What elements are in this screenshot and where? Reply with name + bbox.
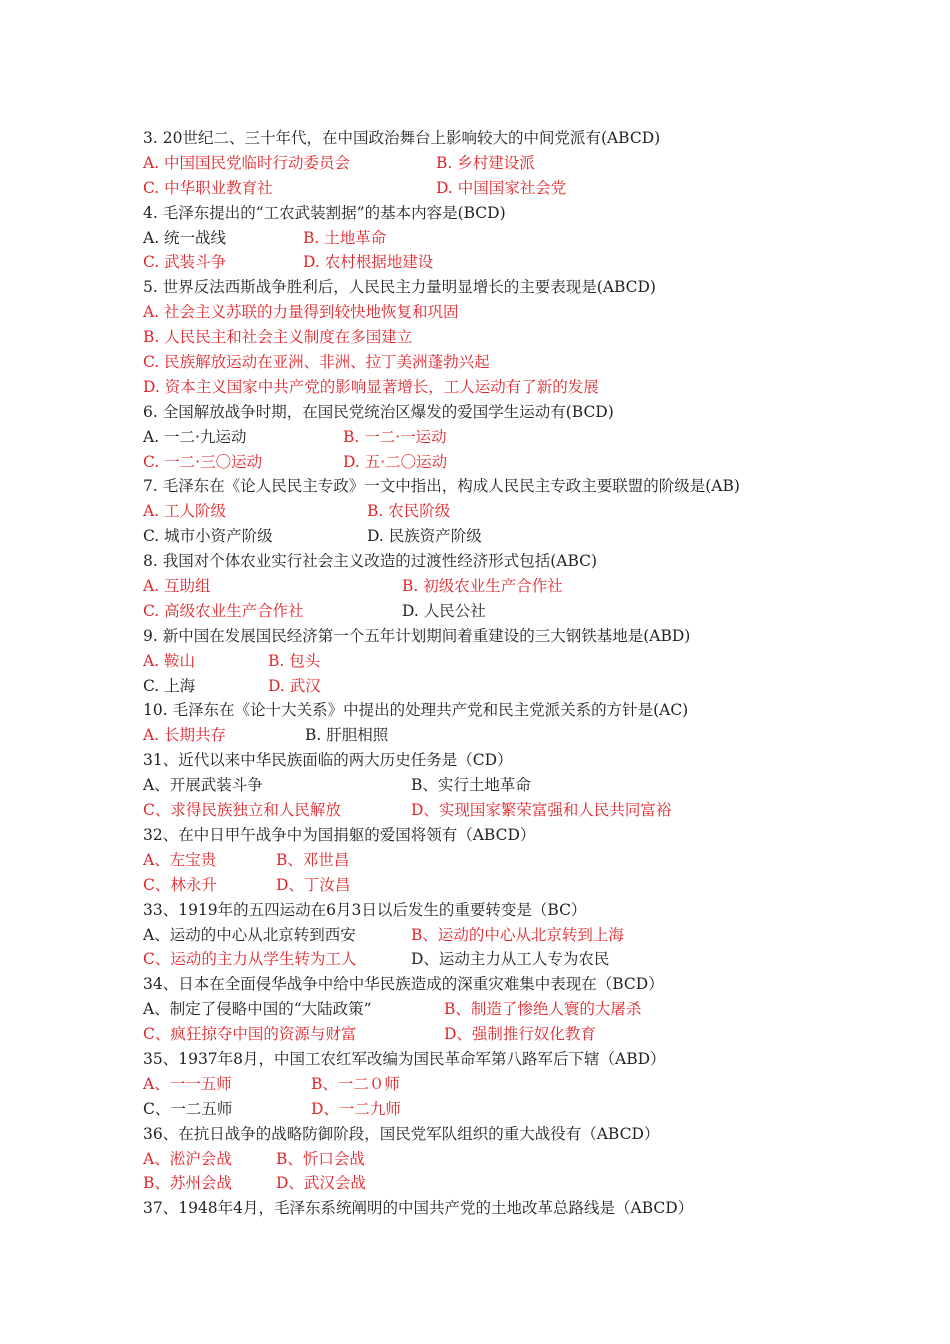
option-row <box>143 425 923 450</box>
question-text: 31、近代以来中华民族面临的两大历史任务是（CD） <box>143 751 513 770</box>
option-row <box>143 773 923 798</box>
question-stem <box>143 1122 923 1147</box>
correct-option: B、忻口会战 <box>276 1149 365 1168</box>
option: C. 城市小资产阶级 <box>143 527 273 546</box>
correct-option: D、一二九师 <box>311 1099 401 1118</box>
option-row <box>143 923 923 948</box>
option-row <box>143 499 923 524</box>
option: D、运动主力从工人专为农民 <box>411 950 610 969</box>
question-text: 37、1948年4月，毛泽东系统阐明的中国共产党的土地改革总路线是（ABCD） <box>143 1199 694 1218</box>
correct-option: B. 一二·一运动 <box>343 427 447 446</box>
option: B. 肝胆相照 <box>305 726 389 745</box>
correct-option: C、求得民族独立和人民解放 <box>143 801 341 820</box>
correct-option: B. 包头 <box>268 651 321 670</box>
option: A、运动的中心从北京转到西安 <box>143 925 356 944</box>
option-row <box>143 226 923 251</box>
question-text: 36、在抗日战争的战略防御阶段，国民党军队组织的重大战役有（ABCD） <box>143 1124 660 1143</box>
option-row <box>143 300 923 325</box>
correct-option: A. 中国国民党临时行动委员会 <box>143 153 351 172</box>
correct-option: A. 互助组 <box>143 577 211 596</box>
question-stem <box>143 275 923 300</box>
question-stem <box>143 624 923 649</box>
option-row <box>143 1022 923 1047</box>
correct-option: A、淞沪会战 <box>143 1149 232 1168</box>
question-stem <box>143 474 923 499</box>
option-row <box>143 649 923 674</box>
correct-option: B. 人民民主和社会主义制度在多国建立 <box>143 328 413 347</box>
option: C. 上海 <box>143 676 196 695</box>
question-text: 34、日本在全面侵华战争中给中华民族造成的深重灾难集中表现在（BCD） <box>143 975 664 994</box>
correct-option: D. 资本主义国家中共产党的影响显著增长，工人运动有了新的发展 <box>143 377 599 396</box>
option: A、开展武装斗争 <box>143 776 263 795</box>
question-stem <box>143 698 923 723</box>
correct-option: A. 工人阶级 <box>143 502 227 521</box>
option-row <box>143 250 923 275</box>
question-stem <box>143 400 923 425</box>
question-stem <box>143 1047 923 1072</box>
option-row <box>143 798 923 823</box>
correct-option: C. 一二·三〇运动 <box>143 452 263 471</box>
correct-option: C. 高级农业生产合作社 <box>143 601 304 620</box>
option-row <box>143 873 923 898</box>
question-stem <box>143 898 923 923</box>
correct-option: B、制造了惨绝人寰的大屠杀 <box>444 1000 642 1019</box>
option: B、实行土地革命 <box>411 776 531 795</box>
correct-option: A、左宝贵 <box>143 850 217 869</box>
correct-option: C. 中华职业教育社 <box>143 178 273 197</box>
correct-option: B. 农民阶级 <box>367 502 451 521</box>
correct-option: C、运动的主力从学生转为工人 <box>143 950 357 969</box>
option-row <box>143 524 923 549</box>
correct-option: C. 民族解放运动在亚洲、非洲、拉丁美洲蓬勃兴起 <box>143 353 490 372</box>
question-stem <box>143 972 923 997</box>
question-text: 10. 毛泽东在《论十大关系》中提出的处理共产党和民主党派关系的方针是(AC) <box>143 701 689 720</box>
question-list <box>143 126 923 1221</box>
option-row <box>143 350 923 375</box>
correct-option: C、林永升 <box>143 875 217 894</box>
correct-option: C、疯狂掠夺中国的资源与财富 <box>143 1025 357 1044</box>
correct-option: A. 长期共存 <box>143 726 227 745</box>
option-row <box>143 574 923 599</box>
question-stem <box>143 748 923 773</box>
question-text: 32、在中日甲午战争中为国捐躯的爱国将领有（ABCD） <box>143 825 536 844</box>
correct-option: B. 乡村建设派 <box>436 153 535 172</box>
correct-option: D. 武汉 <box>268 676 321 695</box>
correct-option: B、苏州会战 <box>143 1174 232 1193</box>
question-stem <box>143 126 923 151</box>
option-row <box>143 1147 923 1172</box>
option-row <box>143 375 923 400</box>
option: D. 民族资产阶级 <box>367 527 482 546</box>
option: C、一二五师 <box>143 1099 233 1118</box>
option-row <box>143 848 923 873</box>
option-row <box>143 1072 923 1097</box>
option-row <box>143 325 923 350</box>
correct-option: D、丁汝昌 <box>276 875 351 894</box>
option-row <box>143 151 923 176</box>
option-row <box>143 723 923 748</box>
question-stem <box>143 201 923 226</box>
option: D. 人民公社 <box>402 601 486 620</box>
correct-option: B、邓世昌 <box>276 850 350 869</box>
option-row <box>143 1171 923 1196</box>
question-text: 8. 我国对个体农业实行社会主义改造的过渡性经济形式包括(ABC) <box>143 552 598 571</box>
option-row <box>143 947 923 972</box>
question-stem <box>143 1196 923 1221</box>
question-stem <box>143 549 923 574</box>
option: A. 一二·九运动 <box>143 427 247 446</box>
question-text: 3. 20世纪二、三十年代，在中国政治舞台上影响较大的中间党派有(ABCD) <box>143 129 661 147</box>
option-row <box>143 450 923 475</box>
question-text: 9. 新中国在发展国民经济第一个五年计划期间着重建设的三大钢铁基地是(ABD) <box>143 626 691 645</box>
option-row <box>143 599 923 624</box>
correct-option: A. 鞍山 <box>143 651 196 670</box>
correct-option: B. 初级农业生产合作社 <box>402 577 563 596</box>
question-text: 35、1937年8月，中国工农红军改编为国民革命军第八路军后下辖（ABD） <box>143 1049 666 1068</box>
question-text: 33、1919年的五四运动在6月3日以后发生的重要转变是（BC） <box>143 900 587 919</box>
question-text: 7. 毛泽东在《论人民民主专政》一文中指出，构成人民民主专政主要联盟的阶级是(AB) <box>143 477 740 496</box>
correct-option: D. 农村根据地建设 <box>303 253 434 272</box>
option-row <box>143 997 923 1022</box>
question-stem <box>143 823 923 848</box>
option: A. 统一战线 <box>143 228 227 247</box>
correct-option: B、运动的中心从北京转到上海 <box>411 925 624 944</box>
correct-option: A、一一五师 <box>143 1074 232 1093</box>
correct-option: D、强制推行奴化教育 <box>444 1025 596 1044</box>
option: A、制定了侵略中国的“大陆政策” <box>143 1000 372 1019</box>
option-row <box>143 176 923 201</box>
correct-option: D. 中国国家社会党 <box>436 178 567 197</box>
correct-option: D、实现国家繁荣富强和人民共同富裕 <box>411 801 672 820</box>
question-text: 5. 世界反法西斯战争胜利后，人民民主力量明显增长的主要表现是(ABCD) <box>143 278 656 297</box>
question-text: 4. 毛泽东提出的“工农武装割据”的基本内容是(BCD) <box>143 203 506 222</box>
option-row <box>143 1097 923 1122</box>
question-text: 6. 全国解放战争时期，在国民党统治区爆发的爱国学生运动有(BCD) <box>143 402 614 421</box>
correct-option: A. 社会主义苏联的力量得到较快地恢复和巩固 <box>143 303 459 322</box>
correct-option: C. 武装斗争 <box>143 253 227 272</box>
correct-option: D. 五·二〇运动 <box>343 452 448 471</box>
correct-option: B、一二０师 <box>311 1074 400 1093</box>
option-row <box>143 674 923 699</box>
correct-option: B. 土地革命 <box>303 228 387 247</box>
correct-option: D、武汉会战 <box>276 1174 366 1193</box>
